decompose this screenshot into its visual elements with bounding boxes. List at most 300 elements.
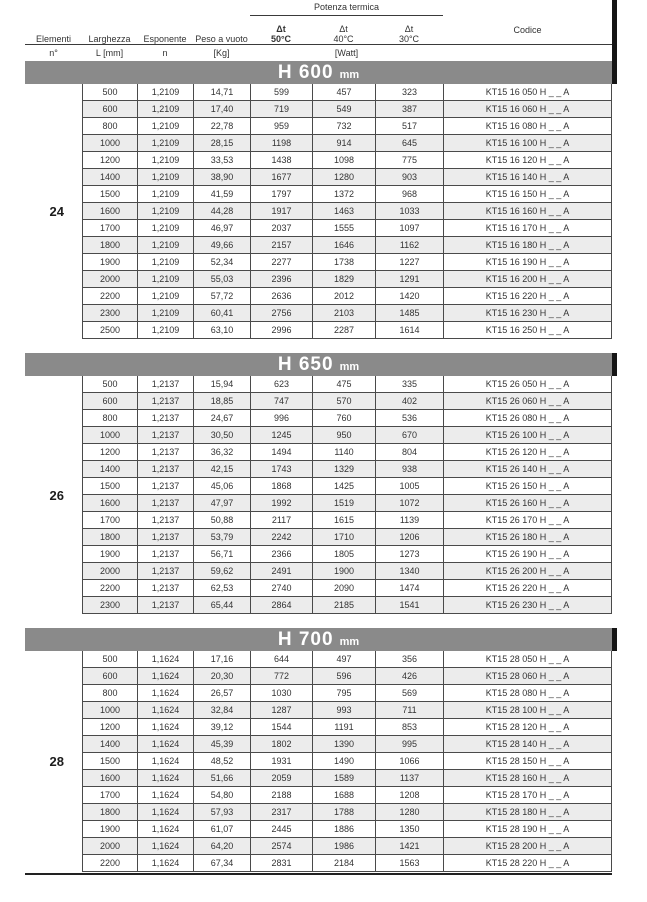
table-row (82, 651, 612, 668)
page-edge-marker-top (612, 0, 617, 62)
esponente-cell: 1,2137 (137, 427, 193, 444)
potenza-40-cell: 457 (312, 84, 375, 101)
table-row (82, 427, 612, 444)
table-row (82, 393, 612, 410)
codice-cell: KT15 28 140 H _ _ A (443, 736, 612, 753)
codice-cell: KT15 28 100 H _ _ A (443, 702, 612, 719)
peso-vuoto-cell: 67,34 (193, 855, 250, 872)
codice-cell: KT15 16 160 H _ _ A (443, 203, 612, 220)
esponente-cell: 1,1624 (137, 668, 193, 685)
peso-vuoto-cell: 20,30 (193, 668, 250, 685)
potenza-40-cell: 2184 (312, 855, 375, 872)
potenza-30-cell: 1291 (375, 271, 443, 288)
potenza-50-cell: 1868 (250, 478, 312, 495)
larghezza-cell: 1400 (82, 736, 137, 753)
peso-vuoto-cell: 38,90 (193, 169, 250, 186)
esponente-cell: 1,2109 (137, 118, 193, 135)
page-edge-marker (612, 61, 617, 84)
table-row (82, 410, 612, 427)
potenza-30-cell: 569 (375, 685, 443, 702)
larghezza-cell: 1900 (82, 821, 137, 838)
potenza-40-cell: 2090 (312, 580, 375, 597)
codice-cell: KT15 28 200 H _ _ A (443, 838, 612, 855)
section-title: H 650 (277, 354, 334, 375)
table-row (82, 719, 612, 736)
esponente-cell: 1,1624 (137, 787, 193, 804)
potenza-30-cell: 1072 (375, 495, 443, 512)
table-row (82, 546, 612, 563)
table-row (82, 186, 612, 203)
potenza-50-cell: 959 (250, 118, 312, 135)
section-title-unit: mm (339, 636, 360, 648)
esponente-cell: 1,2137 (137, 461, 193, 478)
potenza-50-cell: 2366 (250, 546, 312, 563)
peso-vuoto-cell: 62,53 (193, 580, 250, 597)
codice-cell: KT15 28 080 H _ _ A (443, 685, 612, 702)
potenza-30-cell: 995 (375, 736, 443, 753)
peso-vuoto-cell: 56,71 (193, 546, 250, 563)
codice-cell: KT15 16 230 H _ _ A (443, 305, 612, 322)
potenza-30-cell: 1137 (375, 770, 443, 787)
subheader-n: n (162, 47, 168, 58)
potenza-40-cell: 1098 (312, 152, 375, 169)
potenza-40-cell: 1986 (312, 838, 375, 855)
larghezza-cell: 600 (82, 668, 137, 685)
potenza-40-cell: 1900 (312, 563, 375, 580)
codice-cell: KT15 16 180 H _ _ A (443, 237, 612, 254)
potenza-40-cell: 950 (312, 427, 375, 444)
table-row (82, 580, 612, 597)
potenza-50-cell: 1544 (250, 719, 312, 736)
potenza-30-cell: 1340 (375, 563, 443, 580)
potenza-30-cell: 1066 (375, 753, 443, 770)
larghezza-cell: 2000 (82, 271, 137, 288)
elements-count: 26 (49, 487, 64, 503)
table-row (82, 461, 612, 478)
peso-vuoto-cell: 44,28 (193, 203, 250, 220)
table-section (25, 628, 612, 872)
codice-cell: KT15 28 170 H _ _ A (443, 787, 612, 804)
potenza-40-cell: 2287 (312, 322, 375, 339)
peso-vuoto-cell: 57,72 (193, 288, 250, 305)
larghezza-cell: 1000 (82, 702, 137, 719)
codice-cell: KT15 16 080 H _ _ A (443, 118, 612, 135)
potenza-30-cell: 1227 (375, 254, 443, 271)
potenza-30-cell: 1280 (375, 804, 443, 821)
potenza-termica-group-label: Potenza termica (313, 2, 380, 12)
table-row (82, 838, 612, 855)
esponente-cell: 1,2109 (137, 101, 193, 118)
potenza-30-cell: 426 (375, 668, 443, 685)
column-subheaders (25, 46, 612, 59)
potenza-50-cell: 1992 (250, 495, 312, 512)
larghezza-cell: 1700 (82, 787, 137, 804)
potenza-30-cell: 711 (375, 702, 443, 719)
potenza-30-cell: 968 (375, 186, 443, 203)
peso-vuoto-cell: 46,97 (193, 220, 250, 237)
section-title: H 600 (277, 62, 334, 83)
esponente-cell: 1,1624 (137, 702, 193, 719)
esponente-cell: 1,1624 (137, 821, 193, 838)
table-row (82, 685, 612, 702)
potenza-40-cell: 1829 (312, 271, 375, 288)
potenza-30-cell: 402 (375, 393, 443, 410)
elements-count: 24 (49, 204, 64, 219)
potenza-50-cell: 644 (250, 651, 312, 668)
peso-vuoto-cell: 51,66 (193, 770, 250, 787)
table-row (82, 736, 612, 753)
elements-count: 28 (49, 754, 64, 769)
larghezza-cell: 1200 (82, 152, 137, 169)
peso-vuoto-cell: 17,16 (193, 651, 250, 668)
table-row (82, 753, 612, 770)
potenza-40-cell: 1710 (312, 529, 375, 546)
section-body (25, 376, 612, 614)
potenza-40-cell: 2185 (312, 597, 375, 614)
section-body (25, 651, 612, 872)
esponente-cell: 1,2109 (137, 237, 193, 254)
codice-cell: KT15 26 150 H _ _ A (443, 478, 612, 495)
potenza-30-cell: 903 (375, 169, 443, 186)
peso-vuoto-cell: 45,39 (193, 736, 250, 753)
potenza-50-cell: 2157 (250, 237, 312, 254)
potenza-40-cell: 549 (312, 101, 375, 118)
potenza-50-cell: 1198 (250, 135, 312, 152)
esponente-cell: 1,2109 (137, 135, 193, 152)
peso-vuoto-cell: 54,80 (193, 787, 250, 804)
table-row (82, 597, 612, 614)
potenza-50-cell: 1802 (250, 736, 312, 753)
esponente-cell: 1,1624 (137, 736, 193, 753)
table-row (82, 495, 612, 512)
potenza-30-cell: 1421 (375, 838, 443, 855)
subheader-watt: [Watt] (334, 47, 359, 58)
column-headers (25, 16, 612, 46)
table-section (25, 61, 612, 339)
potenza-50-cell: 2188 (250, 787, 312, 804)
larghezza-cell: 1400 (82, 169, 137, 186)
potenza-30-cell: 517 (375, 118, 443, 135)
potenza-50-cell: 1677 (250, 169, 312, 186)
potenza-50-cell: 1743 (250, 461, 312, 478)
table-row (82, 305, 612, 322)
table-row (82, 169, 612, 186)
potenza-30-cell: 536 (375, 410, 443, 427)
esponente-cell: 1,2137 (137, 546, 193, 563)
potenza-30-cell: 1420 (375, 288, 443, 305)
potenza-40-cell: 1589 (312, 770, 375, 787)
larghezza-cell: 1900 (82, 254, 137, 271)
larghezza-cell: 1500 (82, 753, 137, 770)
potenza-40-cell: 1646 (312, 237, 375, 254)
potenza-50-cell: 2277 (250, 254, 312, 271)
table-sections (25, 61, 612, 875)
potenza-30-cell: 323 (375, 84, 443, 101)
peso-vuoto-cell: 53,79 (193, 529, 250, 546)
table-row (82, 220, 612, 237)
esponente-cell: 1,1624 (137, 719, 193, 736)
potenza-40-cell: 596 (312, 668, 375, 685)
potenza-30-cell: 335 (375, 376, 443, 393)
esponente-cell: 1,2137 (137, 563, 193, 580)
potenza-50-cell: 2574 (250, 838, 312, 855)
peso-vuoto-cell: 50,88 (193, 512, 250, 529)
peso-vuoto-cell: 26,57 (193, 685, 250, 702)
potenza-40-cell: 732 (312, 118, 375, 135)
table-row (82, 84, 612, 101)
potenza-30-cell: 356 (375, 651, 443, 668)
codice-cell: KT15 26 060 H _ _ A (443, 393, 612, 410)
potenza-40-cell: 1463 (312, 203, 375, 220)
table-header (25, 0, 612, 61)
potenza-50-cell: 2037 (250, 220, 312, 237)
table-row (82, 702, 612, 719)
codice-cell: KT15 16 200 H _ _ A (443, 271, 612, 288)
potenza-40-cell: 1615 (312, 512, 375, 529)
larghezza-cell: 2200 (82, 288, 137, 305)
potenza-50-cell: 1245 (250, 427, 312, 444)
codice-cell: KT15 26 220 H _ _ A (443, 580, 612, 597)
codice-cell: KT15 16 250 H _ _ A (443, 322, 612, 339)
esponente-cell: 1,2109 (137, 254, 193, 271)
potenza-50-cell: 1797 (250, 186, 312, 203)
header-codice: Codice (513, 25, 542, 35)
subheader-kg: [Kg] (213, 47, 230, 58)
larghezza-cell: 800 (82, 685, 137, 702)
header-dt-50: Δt 50°C (270, 24, 292, 44)
peso-vuoto-cell: 57,93 (193, 804, 250, 821)
larghezza-cell: 1600 (82, 203, 137, 220)
peso-vuoto-cell: 59,62 (193, 563, 250, 580)
section-banner (25, 61, 612, 84)
larghezza-cell: 2300 (82, 597, 137, 614)
potenza-30-cell: 804 (375, 444, 443, 461)
peso-vuoto-cell: 17,40 (193, 101, 250, 118)
potenza-50-cell: 2117 (250, 512, 312, 529)
potenza-40-cell: 1788 (312, 804, 375, 821)
peso-vuoto-cell: 36,32 (193, 444, 250, 461)
potenza-30-cell: 645 (375, 135, 443, 152)
potenza-50-cell: 623 (250, 376, 312, 393)
codice-cell: KT15 28 150 H _ _ A (443, 753, 612, 770)
table-row (82, 855, 612, 872)
potenza-30-cell: 853 (375, 719, 443, 736)
table-row (82, 376, 612, 393)
larghezza-cell: 1800 (82, 529, 137, 546)
subheader-l-mm: L [mm] (95, 47, 124, 58)
potenza-40-cell: 1280 (312, 169, 375, 186)
esponente-cell: 1,2109 (137, 186, 193, 203)
codice-cell: KT15 16 140 H _ _ A (443, 169, 612, 186)
potenza-30-cell: 1033 (375, 203, 443, 220)
potenza-50-cell: 2831 (250, 855, 312, 872)
potenza-40-cell: 1519 (312, 495, 375, 512)
codice-cell: KT15 26 120 H _ _ A (443, 444, 612, 461)
subheader-codice-empty (443, 46, 612, 59)
esponente-cell: 1,2109 (137, 169, 193, 186)
esponente-cell: 1,1624 (137, 804, 193, 821)
potenza-30-cell: 1208 (375, 787, 443, 804)
esponente-cell: 1,2137 (137, 512, 193, 529)
larghezza-cell: 1500 (82, 186, 137, 203)
larghezza-cell: 2200 (82, 580, 137, 597)
codice-cell: KT15 16 190 H _ _ A (443, 254, 612, 271)
larghezza-cell: 600 (82, 101, 137, 118)
header-rule (25, 44, 612, 45)
codice-cell: KT15 28 220 H _ _ A (443, 855, 612, 872)
larghezza-cell: 1600 (82, 770, 137, 787)
esponente-cell: 1,2109 (137, 288, 193, 305)
larghezza-cell: 2300 (82, 305, 137, 322)
table-row (82, 529, 612, 546)
potenza-50-cell: 2864 (250, 597, 312, 614)
larghezza-cell: 1700 (82, 220, 137, 237)
potenza-30-cell: 775 (375, 152, 443, 169)
potenza-40-cell: 1886 (312, 821, 375, 838)
table-row (82, 512, 612, 529)
peso-vuoto-cell: 61,07 (193, 821, 250, 838)
potenza-40-cell: 1390 (312, 736, 375, 753)
section-title-unit: mm (339, 361, 360, 373)
table-row (82, 444, 612, 461)
esponente-cell: 1,1624 (137, 651, 193, 668)
header-dt-40: Δt 40°C (333, 24, 354, 44)
codice-cell: KT15 26 180 H _ _ A (443, 529, 612, 546)
peso-vuoto-cell: 63,10 (193, 322, 250, 339)
codice-cell: KT15 26 170 H _ _ A (443, 512, 612, 529)
codice-cell: KT15 28 180 H _ _ A (443, 804, 612, 821)
header-larghezza: Larghezza (88, 34, 131, 44)
potenza-40-cell: 2012 (312, 288, 375, 305)
potenza-40-cell: 795 (312, 685, 375, 702)
potenza-50-cell: 2445 (250, 821, 312, 838)
potenza-40-cell: 475 (312, 376, 375, 393)
potenza-30-cell: 1614 (375, 322, 443, 339)
esponente-cell: 1,2137 (137, 580, 193, 597)
esponente-cell: 1,2137 (137, 495, 193, 512)
codice-cell: KT15 26 050 H _ _ A (443, 376, 612, 393)
potenza-40-cell: 760 (312, 410, 375, 427)
larghezza-cell: 1500 (82, 478, 137, 495)
esponente-cell: 1,2137 (137, 410, 193, 427)
potenza-50-cell: 2996 (250, 322, 312, 339)
header-dt-30: Δt 30°C (398, 24, 420, 44)
page-edge-marker (612, 628, 617, 651)
potenza-40-cell: 1425 (312, 478, 375, 495)
potenza-40-cell: 1329 (312, 461, 375, 478)
potenza-50-cell: 747 (250, 393, 312, 410)
codice-cell: KT15 26 080 H _ _ A (443, 410, 612, 427)
esponente-cell: 1,1624 (137, 855, 193, 872)
table-row (82, 288, 612, 305)
codice-cell: KT15 28 050 H _ _ A (443, 651, 612, 668)
potenza-50-cell: 1438 (250, 152, 312, 169)
codice-cell: KT15 16 220 H _ _ A (443, 288, 612, 305)
potenza-50-cell: 2396 (250, 271, 312, 288)
larghezza-cell: 1000 (82, 427, 137, 444)
section-rows (82, 651, 612, 872)
table-row (82, 237, 612, 254)
codice-cell: KT15 16 170 H _ _ A (443, 220, 612, 237)
codice-cell: KT15 16 050 H _ _ A (443, 84, 612, 101)
larghezza-cell: 1600 (82, 495, 137, 512)
codice-cell: KT15 26 200 H _ _ A (443, 563, 612, 580)
codice-cell: KT15 28 160 H _ _ A (443, 770, 612, 787)
potenza-40-cell: 1555 (312, 220, 375, 237)
larghezza-cell: 600 (82, 393, 137, 410)
larghezza-cell: 2000 (82, 563, 137, 580)
table-row (82, 101, 612, 118)
larghezza-cell: 500 (82, 376, 137, 393)
table-section (25, 353, 612, 614)
potenza-30-cell: 938 (375, 461, 443, 478)
peso-vuoto-cell: 32,84 (193, 702, 250, 719)
larghezza-cell: 1000 (82, 135, 137, 152)
section-rows (82, 84, 612, 339)
potenza-30-cell: 1350 (375, 821, 443, 838)
potenza-40-cell: 1738 (312, 254, 375, 271)
codice-cell: KT15 16 100 H _ _ A (443, 135, 612, 152)
peso-vuoto-cell: 14,71 (193, 84, 250, 101)
potenza-30-cell: 1541 (375, 597, 443, 614)
peso-vuoto-cell: 22,78 (193, 118, 250, 135)
potenza-50-cell: 2740 (250, 580, 312, 597)
potenza-40-cell: 1490 (312, 753, 375, 770)
codice-cell: KT15 26 140 H _ _ A (443, 461, 612, 478)
subheader-n-deg: n° (49, 47, 58, 58)
larghezza-cell: 1900 (82, 546, 137, 563)
esponente-cell: 1,2109 (137, 220, 193, 237)
potenza-30-cell: 1206 (375, 529, 443, 546)
section-title: H 700 (277, 629, 334, 650)
peso-vuoto-cell: 65,44 (193, 597, 250, 614)
esponente-cell: 1,1624 (137, 770, 193, 787)
potenza-50-cell: 772 (250, 668, 312, 685)
peso-vuoto-cell: 28,15 (193, 135, 250, 152)
section-banner (25, 353, 612, 376)
potenza-40-cell: 570 (312, 393, 375, 410)
esponente-cell: 1,2137 (137, 393, 193, 410)
esponente-cell: 1,1624 (137, 753, 193, 770)
potenza-50-cell: 2059 (250, 770, 312, 787)
peso-vuoto-cell: 64,20 (193, 838, 250, 855)
larghezza-cell: 1400 (82, 461, 137, 478)
potenza-50-cell: 2242 (250, 529, 312, 546)
codice-cell: KT15 26 190 H _ _ A (443, 546, 612, 563)
potenza-40-cell: 1805 (312, 546, 375, 563)
codice-cell: KT15 16 150 H _ _ A (443, 186, 612, 203)
esponente-cell: 1,2137 (137, 444, 193, 461)
peso-vuoto-cell: 45,06 (193, 478, 250, 495)
potenza-50-cell: 1931 (250, 753, 312, 770)
larghezza-cell: 800 (82, 118, 137, 135)
section-rows (82, 376, 612, 614)
peso-vuoto-cell: 33,53 (193, 152, 250, 169)
potenza-50-cell: 1494 (250, 444, 312, 461)
larghezza-cell: 2200 (82, 855, 137, 872)
table-bottom-rule (25, 873, 612, 875)
esponente-cell: 1,2137 (137, 529, 193, 546)
peso-vuoto-cell: 48,52 (193, 753, 250, 770)
larghezza-cell: 800 (82, 410, 137, 427)
potenza-40-cell: 1372 (312, 186, 375, 203)
peso-vuoto-cell: 18,85 (193, 393, 250, 410)
peso-vuoto-cell: 30,50 (193, 427, 250, 444)
potenza-40-cell: 497 (312, 651, 375, 668)
table-row (82, 152, 612, 169)
potenza-30-cell: 1485 (375, 305, 443, 322)
table-row (82, 135, 612, 152)
